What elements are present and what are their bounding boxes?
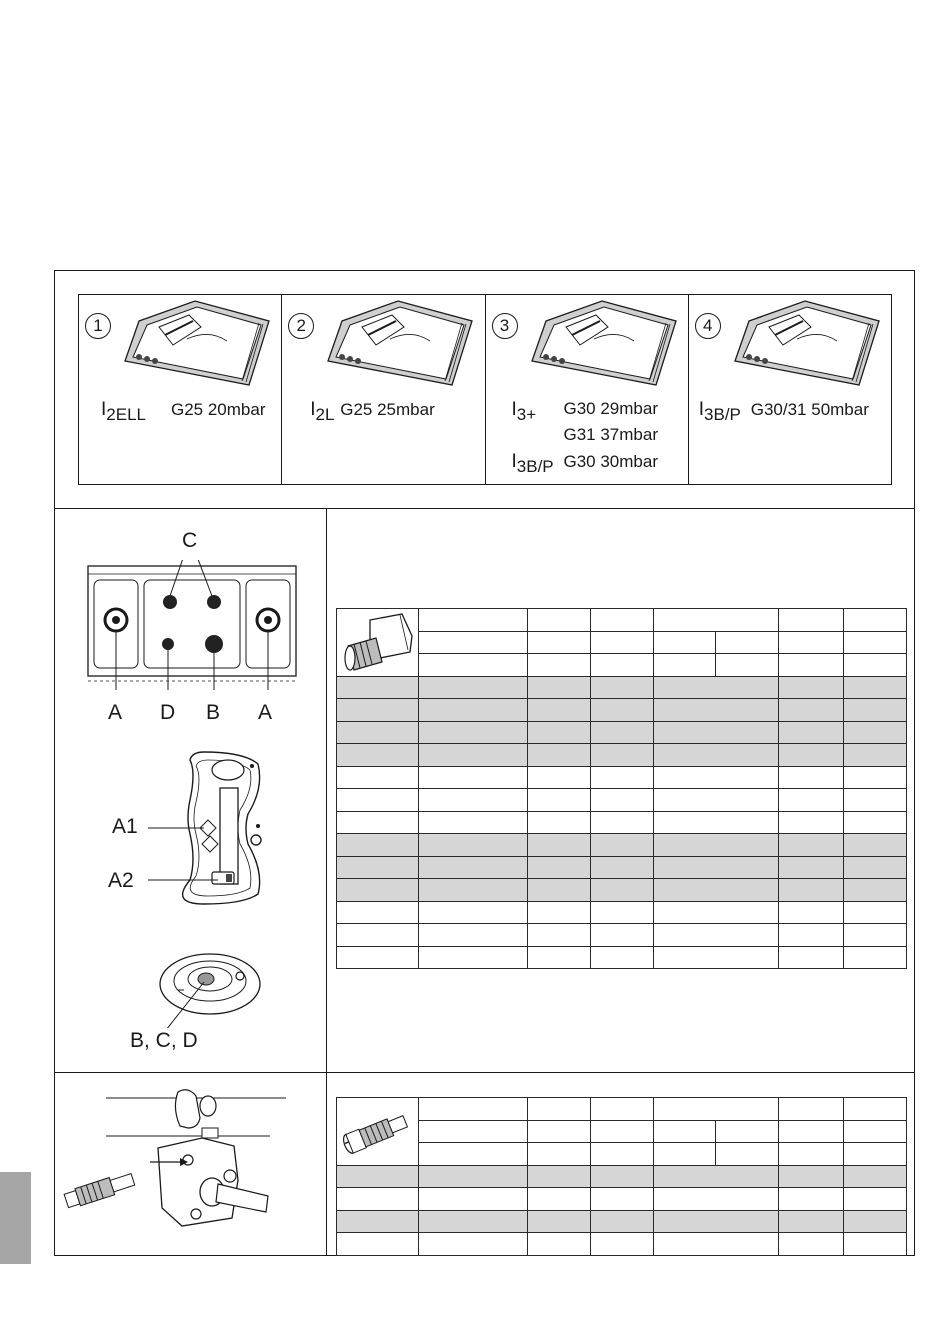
- kit-cell-4: [689, 295, 891, 484]
- injector-table-cell: [779, 654, 844, 677]
- injector-table-cell: [591, 631, 654, 654]
- injector-table-cell: [528, 834, 591, 857]
- bypass-table-row: [337, 1165, 907, 1188]
- injector-table-cell: [337, 924, 419, 947]
- injector-table-row: [337, 676, 907, 699]
- bypass-table-cell: [419, 1210, 528, 1233]
- injector-table-cell: [654, 901, 779, 924]
- injector-table-cell: [844, 609, 907, 632]
- injector-table-cell: [528, 609, 591, 632]
- injector-table-cell: [654, 609, 779, 632]
- injector-table-cell: [528, 924, 591, 947]
- injector-table-cell: [528, 744, 591, 767]
- injector-table-cell: [337, 811, 419, 834]
- injector-table-cell: [779, 789, 844, 812]
- bypass-table-cell: [591, 1165, 654, 1188]
- injector-table-cell: [654, 811, 779, 834]
- injector-table-row: [337, 924, 907, 947]
- injector-table-cell: [779, 676, 844, 699]
- label-b-c-d: B, C, D: [130, 1029, 198, 1052]
- bypass-table-cell: [337, 1233, 419, 1256]
- bypass-table-cell: [419, 1143, 528, 1166]
- label-burner-b: B: [206, 701, 221, 724]
- injector-table-cell: [591, 609, 654, 632]
- kit-bag-icon: [524, 299, 684, 389]
- injector-table-cell: [844, 654, 907, 677]
- injector-table-cell: [528, 946, 591, 969]
- injector-table-cell: [654, 879, 779, 902]
- injector-table-cell: [779, 856, 844, 879]
- bypass-table-cell: [591, 1098, 654, 1121]
- kit-gas-pressure: G30/31 50mbar: [750, 400, 869, 419]
- bypass-table-cell: [528, 1165, 591, 1188]
- injector-table-cell: [779, 721, 844, 744]
- injector-table-cell: [591, 744, 654, 767]
- bypass-table-cell: [528, 1210, 591, 1233]
- injector-table-cell: [337, 879, 419, 902]
- injector-table-cell: [337, 946, 419, 969]
- injector-table-cell: [779, 766, 844, 789]
- bypass-table-cell: [337, 1210, 419, 1233]
- injector-table-cell: [591, 766, 654, 789]
- injector-table-cell: [654, 631, 716, 654]
- label-burner-a-left: A: [108, 701, 123, 724]
- injector-table-cell: [528, 676, 591, 699]
- injector-table-cell: [844, 856, 907, 879]
- injector-table-cell: [419, 834, 528, 857]
- bypass-table-cell: [419, 1233, 528, 1256]
- bypass-table-cell: [844, 1233, 907, 1256]
- injector-table-cell: [844, 789, 907, 812]
- injector-table-cell: [779, 924, 844, 947]
- bypass-table-cell: [844, 1143, 907, 1166]
- bypass-table-cell: [528, 1233, 591, 1256]
- injector-table-cell: [528, 856, 591, 879]
- injector-table-row: [337, 834, 907, 857]
- injector-table-cell: [844, 834, 907, 857]
- injector-table-cell: [716, 654, 779, 677]
- bypass-table-cell: [779, 1210, 844, 1233]
- injector-table-cell: [844, 744, 907, 767]
- label-burner-c: C: [182, 529, 198, 552]
- injector-table-cell: [654, 789, 779, 812]
- injector-table-row: [337, 654, 907, 677]
- injector-table: [336, 608, 907, 969]
- bypass-table-cell: [779, 1188, 844, 1211]
- injector-table-cell: [419, 609, 528, 632]
- bypass-table: [336, 1097, 907, 1256]
- bypass-table-cell: [654, 1120, 716, 1143]
- oven-burner-diagram: [140, 748, 270, 908]
- injector-table-cell: [654, 744, 779, 767]
- injector-table-cell: [654, 721, 779, 744]
- injector-table-cell: [337, 744, 419, 767]
- injector-table-cell: [419, 901, 528, 924]
- kit-gas-pressure: G25 25mbar: [340, 400, 435, 419]
- hob-burner-diagram: [156, 948, 266, 1028]
- bypass-table-cell: [337, 1165, 419, 1188]
- injector-table-cell: [528, 766, 591, 789]
- bypass-table-cell: [591, 1233, 654, 1256]
- bypass-table-cell: [419, 1165, 528, 1188]
- label-a1: A1: [112, 815, 138, 838]
- bypass-table-row: [337, 1143, 907, 1166]
- label-a2: A2: [108, 869, 134, 892]
- injector-table-cell: [779, 631, 844, 654]
- injector-table-cell: [844, 879, 907, 902]
- bypass-table-cell: [591, 1210, 654, 1233]
- injector-table-cell: [591, 856, 654, 879]
- bypass-screw-icon: [340, 1102, 414, 1162]
- injector-table-row: [337, 946, 907, 969]
- injector-table-cell: [591, 789, 654, 812]
- injector-table-cell: [419, 699, 528, 722]
- injector-table-cell: [844, 721, 907, 744]
- conversion-kits-row: [78, 294, 892, 485]
- kit-category: $I_{3+}$: [511, 399, 537, 424]
- bypass-table-cell: [844, 1210, 907, 1233]
- injector-table-row: [337, 766, 907, 789]
- bypass-table-cell: [654, 1165, 779, 1188]
- injector-table-cell: [337, 834, 419, 857]
- injector-table-cell: [528, 879, 591, 902]
- bypass-table-cell: [528, 1098, 591, 1121]
- injector-table-cell: [779, 901, 844, 924]
- kit-number: 2: [288, 313, 314, 339]
- bypass-table-cell: [844, 1098, 907, 1121]
- kit-number: 1: [85, 313, 111, 339]
- injector-table-row: [337, 856, 907, 879]
- injector-table-row: [337, 789, 907, 812]
- injector-table-cell: [337, 699, 419, 722]
- injector-table-cell: [337, 766, 419, 789]
- injector-table-cell: [844, 676, 907, 699]
- injector-table-cell: [528, 631, 591, 654]
- section-divider-2: [54, 1072, 915, 1073]
- bypass-table-cell: [844, 1165, 907, 1188]
- bypass-table-cell: [779, 1098, 844, 1121]
- injector-nozzle-icon: [340, 612, 414, 678]
- injector-table-cell: [654, 946, 779, 969]
- injector-table-row: [337, 699, 907, 722]
- injector-table-row: [337, 901, 907, 924]
- kit-category: $I_{3B/P}$: [698, 399, 741, 424]
- injector-table-cell: [419, 721, 528, 744]
- kit-cell-1: [79, 295, 282, 484]
- injector-table-cell: [337, 676, 419, 699]
- bypass-table-cell: [419, 1098, 528, 1121]
- injector-table-cell: [779, 946, 844, 969]
- injector-table-cell: [591, 721, 654, 744]
- injector-table-cell: [844, 924, 907, 947]
- injector-table-cell: [844, 766, 907, 789]
- injector-table-cell: [419, 879, 528, 902]
- bypass-table-cell: [654, 1233, 779, 1256]
- bypass-table-cell: [654, 1098, 779, 1121]
- bypass-table-cell: [779, 1233, 844, 1256]
- injector-table-cell: [591, 901, 654, 924]
- injector-table-cell: [419, 811, 528, 834]
- bypass-table-cell: [591, 1143, 654, 1166]
- injector-table-cell: [654, 699, 779, 722]
- injector-table-cell: [419, 676, 528, 699]
- injector-table-cell: [779, 744, 844, 767]
- injector-table-cell: [528, 721, 591, 744]
- injector-table-cell: [419, 856, 528, 879]
- injector-table-cell: [419, 946, 528, 969]
- tap-bypass-diagram: [62, 1088, 302, 1238]
- label-burner-d: D: [160, 701, 176, 724]
- bypass-table-cell: [844, 1120, 907, 1143]
- injector-table-cell: [654, 834, 779, 857]
- injector-table-cell: [654, 654, 716, 677]
- injector-table-row: [337, 744, 907, 767]
- injector-table-row: [337, 609, 907, 632]
- bypass-table-cell: [419, 1188, 528, 1211]
- injector-table-cell: [779, 834, 844, 857]
- injector-table-cell: [528, 811, 591, 834]
- hob-top-view-diagram: [84, 560, 300, 690]
- bypass-table-cell: [779, 1143, 844, 1166]
- injector-table-cell: [419, 924, 528, 947]
- kit-bag-icon: [727, 299, 887, 389]
- injector-table-row: [337, 879, 907, 902]
- kit-category-2: $I_{3B/P}$: [511, 451, 554, 476]
- kit-gas-pressure-2: G31 37mbar: [563, 425, 658, 444]
- kit-cell-3: [486, 295, 689, 484]
- injector-table-cell: [337, 901, 419, 924]
- bypass-table-cell: [528, 1120, 591, 1143]
- bypass-table-cell: [779, 1120, 844, 1143]
- bypass-table-row: [337, 1120, 907, 1143]
- injector-table-cell: [591, 879, 654, 902]
- injector-table-row: [337, 721, 907, 744]
- injector-table-cell: [528, 789, 591, 812]
- injector-table-cell: [337, 856, 419, 879]
- column-divider: [326, 508, 327, 1256]
- kit-category: $I_{2L}$: [310, 399, 335, 424]
- bypass-table-cell: [716, 1143, 779, 1166]
- bypass-table-cell: [654, 1143, 716, 1166]
- injector-table-cell: [591, 924, 654, 947]
- injector-table-cell: [337, 721, 419, 744]
- bypass-table-cell: [654, 1210, 779, 1233]
- injector-table-cell: [844, 811, 907, 834]
- bypass-table-cell: [716, 1120, 779, 1143]
- injector-table-cell: [844, 901, 907, 924]
- injector-table-cell: [591, 834, 654, 857]
- injector-table-cell: [591, 676, 654, 699]
- kit-number: 4: [695, 313, 721, 339]
- chapter-side-tab: [0, 1172, 31, 1264]
- injector-table-cell: [654, 924, 779, 947]
- bypass-table-row: [337, 1210, 907, 1233]
- injector-table-row: [337, 631, 907, 654]
- bypass-table-cell: [591, 1188, 654, 1211]
- kit-gas-pressure-3: G30 30mbar: [563, 452, 658, 471]
- kit-gas-pressure: G25 20mbar: [171, 400, 266, 419]
- injector-table-cell: [844, 699, 907, 722]
- bypass-table-cell: [528, 1188, 591, 1211]
- kit-number: 3: [492, 313, 518, 339]
- bypass-table-row: [337, 1233, 907, 1256]
- injector-table-cell: [779, 699, 844, 722]
- injector-table-cell: [654, 766, 779, 789]
- injector-table-cell: [591, 654, 654, 677]
- injector-table-cell: [844, 631, 907, 654]
- bypass-table-cell: [779, 1165, 844, 1188]
- bypass-table-cell: [654, 1188, 779, 1211]
- bypass-table-cell: [844, 1188, 907, 1211]
- kit-cell-2: [282, 295, 485, 484]
- section-divider-1: [54, 508, 915, 509]
- injector-table-cell: [337, 789, 419, 812]
- kit-category: $I_{2ELL}$: [101, 399, 146, 424]
- injector-table-cell: [528, 654, 591, 677]
- injector-table-cell: [419, 744, 528, 767]
- injector-table-cell: [654, 676, 779, 699]
- bypass-table-cell: [337, 1188, 419, 1211]
- injector-table-cell: [844, 946, 907, 969]
- injector-table-cell: [591, 946, 654, 969]
- injector-table-cell: [779, 811, 844, 834]
- injector-table-cell: [419, 631, 528, 654]
- kit-gas-pressure: G30 29mbar: [563, 399, 658, 418]
- injector-table-cell: [528, 901, 591, 924]
- kit-bag-icon: [117, 299, 277, 389]
- bypass-table-row: [337, 1188, 907, 1211]
- injector-table-cell: [528, 699, 591, 722]
- bypass-table-cell: [419, 1120, 528, 1143]
- injector-table-cell: [419, 789, 528, 812]
- injector-table-cell: [779, 609, 844, 632]
- injector-table-cell: [654, 856, 779, 879]
- injector-table-cell: [716, 631, 779, 654]
- injector-table-cell: [419, 766, 528, 789]
- kit-bag-icon: [320, 299, 480, 389]
- injector-table-cell: [779, 879, 844, 902]
- bypass-table-cell: [528, 1143, 591, 1166]
- label-burner-a-right: A: [258, 701, 273, 724]
- injector-table-cell: [419, 654, 528, 677]
- bypass-table-cell: [591, 1120, 654, 1143]
- injector-table-cell: [591, 811, 654, 834]
- bypass-table-row: [337, 1098, 907, 1121]
- injector-table-row: [337, 811, 907, 834]
- injector-table-cell: [591, 699, 654, 722]
